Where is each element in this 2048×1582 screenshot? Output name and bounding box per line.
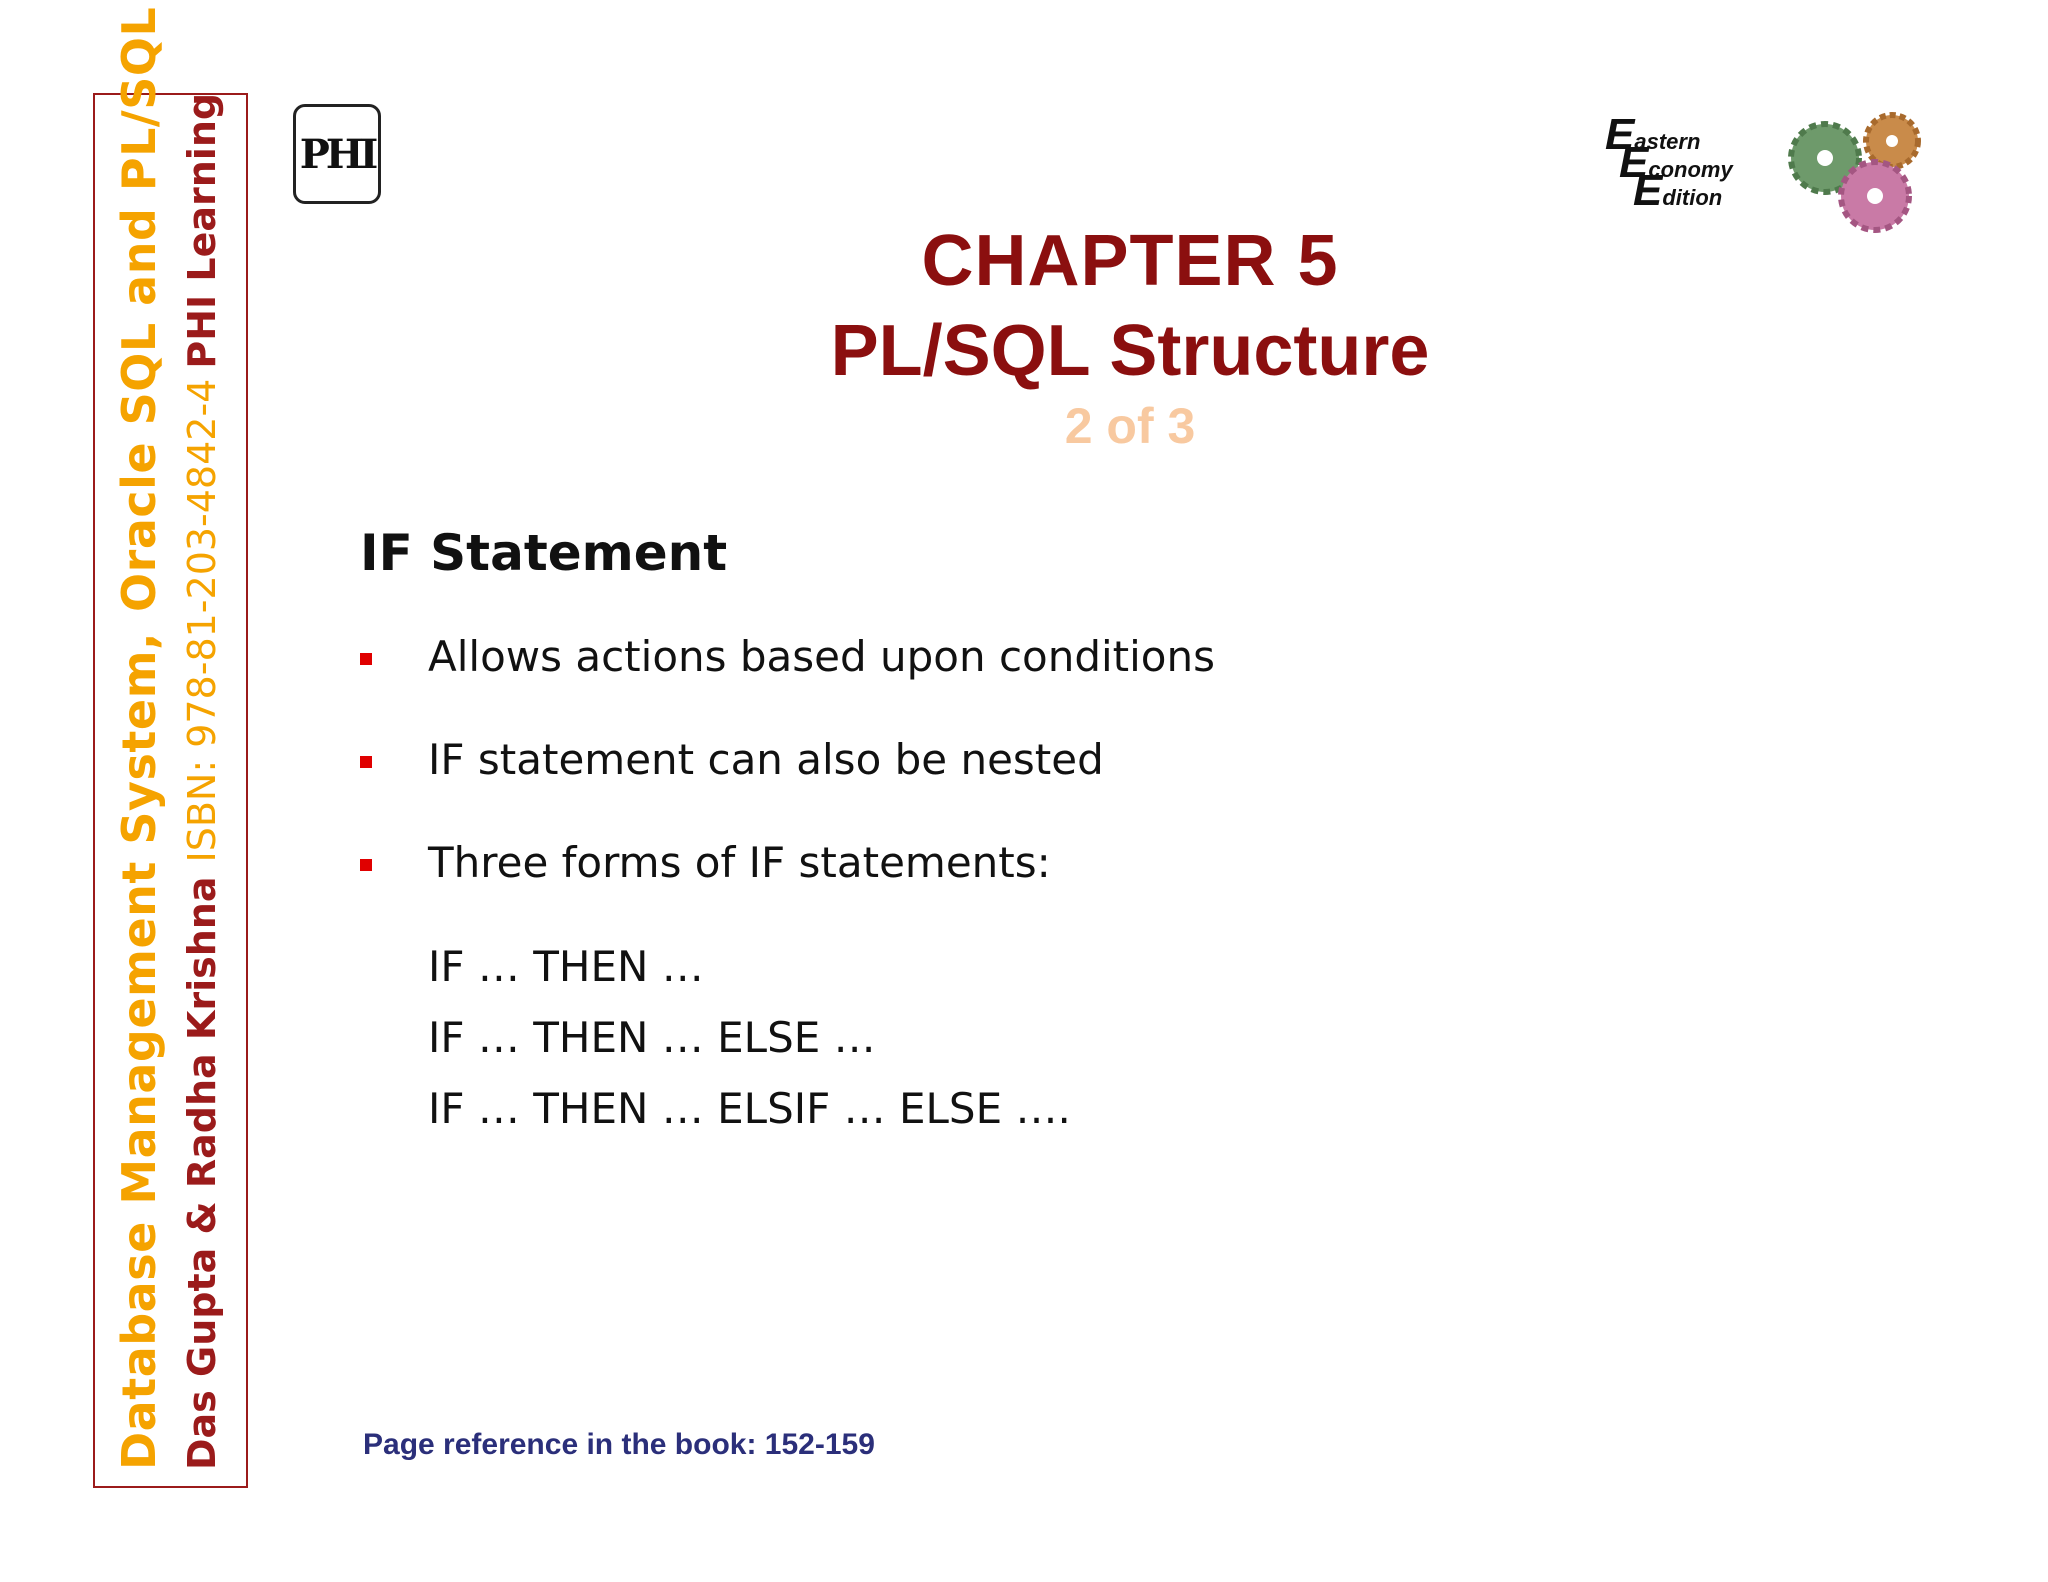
- authors: Das Gupta & Radha Krishna: [180, 876, 224, 1470]
- eee-row-eastern: Eastern: [1605, 110, 1701, 159]
- slide-title: PL/SQL Structure: [830, 311, 1430, 391]
- isbn: ISBN: 978-81-203-4842-4: [180, 378, 224, 863]
- bullet-icon: [360, 859, 372, 871]
- gear-pink-icon: [1841, 162, 1909, 230]
- section-heading: IF Statement: [360, 524, 728, 582]
- slide-part-indicator: 2 of 3: [1064, 398, 1196, 454]
- eee-row-economy: Economy: [1619, 138, 1733, 187]
- if-form-line: IF … THEN … ELSE …: [428, 1013, 876, 1062]
- book-title-part2: Oracle SQL and PL/SQL: [112, 6, 166, 612]
- book-credits: [180, 93, 224, 1470]
- bullet-text: Three forms of IF statements:: [428, 838, 1051, 887]
- publisher: PHI Learning: [180, 92, 224, 369]
- book-title: [112, 7, 166, 1470]
- bullet-icon: [360, 653, 372, 665]
- page-reference: Page reference in the book: 152-159: [363, 1428, 875, 1461]
- eee-row-edition: Edition: [1633, 166, 1723, 215]
- phi-logo: PHI: [293, 104, 381, 204]
- eastern-economy-edition-logo: [1605, 110, 1765, 215]
- book-title-part1: Database Management System,: [112, 631, 166, 1470]
- bullet-text: IF statement can also be nested: [428, 735, 1104, 784]
- if-form-line: IF … THEN … ELSIF … ELSE ….: [428, 1084, 1071, 1133]
- bullet-text: Allows actions based upon conditions: [428, 632, 1216, 681]
- chapter-title: CHAPTER 5: [921, 221, 1339, 301]
- bullet-icon: [360, 756, 372, 768]
- if-form-line: IF … THEN …: [428, 942, 704, 991]
- gears-icon: [1780, 103, 1930, 243]
